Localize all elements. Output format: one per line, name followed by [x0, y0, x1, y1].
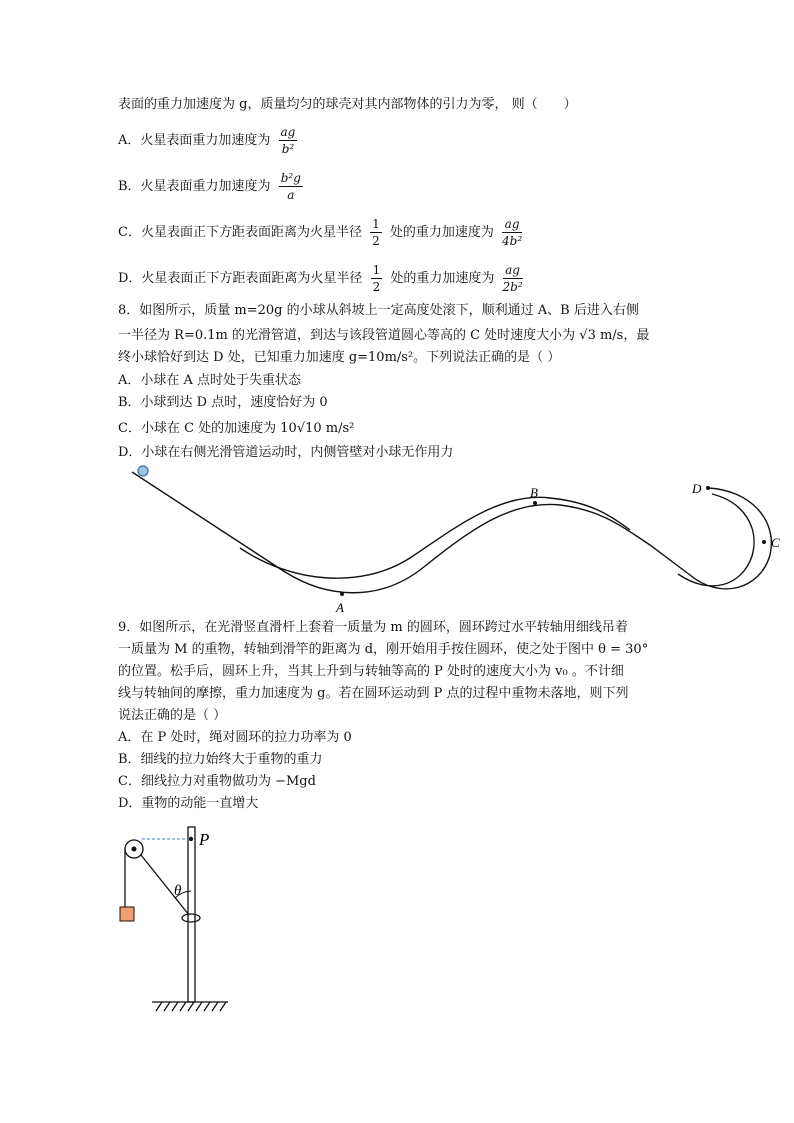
- q9-option-a: A．在 P 处时，绳对圆环的拉力功率为 0: [118, 730, 352, 745]
- q9-pulley-figure: [110, 825, 240, 1020]
- weight-block-icon: [120, 907, 134, 921]
- q7-option-c-fraction: $\frac{ag}{\text{4b²}}$: [502, 217, 523, 248]
- q7-option-c-half: $\frac{1}{2}$: [372, 217, 380, 248]
- q7-option-b-fraction: $\frac{\text{b²g}}{a}$: [280, 171, 301, 202]
- q7-option-a-fraction: $\frac{ag}{\text{b²}}$: [280, 125, 296, 156]
- point-a-marker: [340, 592, 344, 596]
- ball-icon: [138, 466, 148, 476]
- q8-stem-line3: 终小球恰好到达 D 处，已知重力加速度 g=10m/s²。下列说法正确的是（ ）: [118, 350, 561, 365]
- q8-stem-line1: 8．如图所示，质量 m=20g 的小球从斜坡上一定高度处滚下，顺利通过 A、B 后进入右侧: [118, 303, 639, 318]
- label-a: A: [336, 600, 344, 615]
- q7-option-d-half: $\frac{1}{2}$: [372, 263, 381, 294]
- q7-option-b: [118, 170, 307, 203]
- q7-intro: 表面的重力加速度为 g，质量均匀的球壳对其内部物体的引力为零， 则（ ）: [118, 97, 577, 112]
- label-d: D: [692, 481, 702, 496]
- q8-track-figure: [0, 460, 794, 620]
- q8-stem-line2: 一半径为 R=0.1m 的光滑管道，到达与该段管道圆心等高的 C 处时速度大小为 √3 m/s，最: [118, 328, 650, 343]
- q9-option-c: C．细线拉力对重物做功为 −Mgd: [118, 774, 316, 789]
- label-c: C: [771, 535, 780, 550]
- q9-stem-line3: 的位置。松手后，圆环上升，当其上升到与转轴等高的 P 处时的速度大小为 v₀ 。不计细: [118, 664, 624, 679]
- q7-option-a-text: A．火星表面重力加速度为: [118, 133, 271, 148]
- q8-option-d: D．小球在右侧光滑管道运动时，内侧管壁对小球无作用力: [118, 445, 454, 460]
- label-p: P: [199, 830, 210, 849]
- q9-option-b: B．细线的拉力始终大于重物的重力: [118, 752, 323, 767]
- q7-option-b-text: B．火星表面重力加速度为: [118, 179, 271, 194]
- label-b: B: [530, 485, 538, 500]
- q8-option-a: A．小球在 A 点时处于失重状态: [118, 373, 302, 388]
- q9-stem-line4: 线与转轴间的摩擦，重力加速度为 g。若在圆环运动到 P 点的过程中重物未落地，则下列: [118, 686, 629, 701]
- q7-option-a: [118, 124, 301, 157]
- q7-option-d-fraction: $\frac{ag}{\text{2b²}}$: [502, 263, 523, 294]
- q9-stem-line2: 一质量为 M 的重物，转轴到滑竿的距离为 d，刚开始用手按住圆环，使之处于图中 θ = 30°: [118, 642, 649, 657]
- q9-option-d: D．重物的动能一直增大: [118, 796, 259, 811]
- q7-option-d: D．火星表面正下方距表面距离为火星半径 $\frac{1}{2}$ 处的重力加速度为 $\frac{ag}{\text{2b²}}$: [118, 263, 523, 294]
- point-d-marker: [706, 486, 710, 490]
- q9-stem-line5: 说法正确的是（ ）: [118, 708, 227, 723]
- q8-option-c: C．小球在 C 处的加速度为 10√10 m/s²: [118, 421, 355, 436]
- q9-stem-line1: 9．如图所示，在光滑竖直滑杆上套着一质量为 m 的圆环，圆环跨过水平转轴用细线吊着: [118, 620, 628, 635]
- q8-option-b: B．小球到达 D 点时，速度恰好为 0: [118, 395, 328, 410]
- point-b-marker: [533, 501, 537, 505]
- point-c-marker: [762, 540, 766, 544]
- q7-option-c: C．火星表面正下方距表面距离为火星半径 $\frac{1}{2}$ 处的重力加速度为 $\frac{ag}{\text{4b²}}$: [118, 217, 523, 248]
- label-theta: θ: [174, 883, 182, 899]
